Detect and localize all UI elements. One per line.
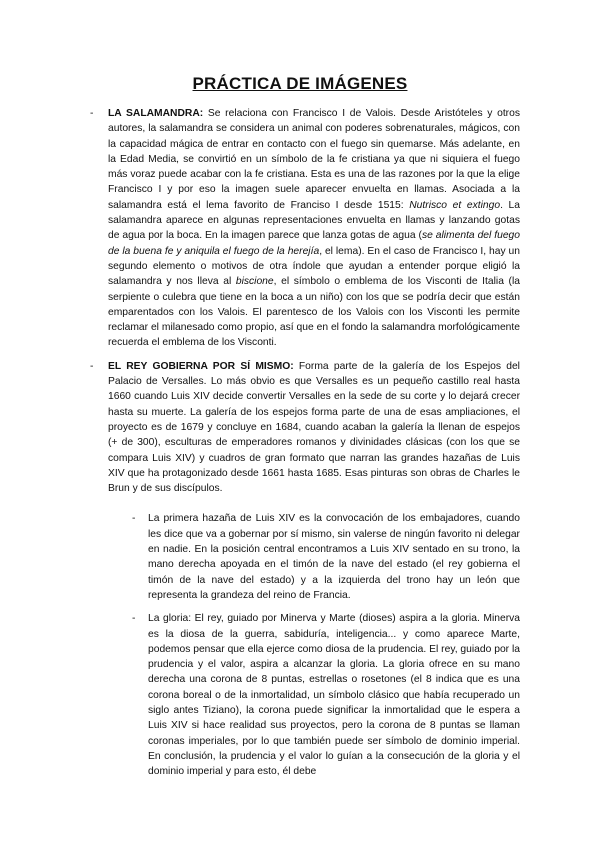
sub-list-item [132,611,520,779]
paragraph-text: Se relaciona con Francisco I de Valois. Desde Aristóteles y otros autores, la salamandra se considera un animal con poderes sobrenaturales, mágicos, con la capacidad mágica de entrar en contacto con el fuego sin quemarse. Más adelante, en la Edad Media, se convirtió en un símbolo de la fe cristiana ya que ni siquiera el fuego más voraz puede acabar con la fe cristiana. Esta es una de las razones por la que la elige Francisco I y por eso la imagen suele aparecer envuelta en llamas. Asociada a la salamandra está el lema favorito de Franciso I desde 1515: [108,108,520,211]
page-title: PRÁCTICA DE IMÁGENES [192,74,408,93]
paragraph-text: . La salamandra aparece en algunas representaciones envuelta en llamas y lanzando gotas de agua por la boca. En la imagen parece que lanza gotas de agua ( [108,199,521,242]
bullet-dash: - [90,108,94,119]
bullet-dash: - [132,613,136,625]
sub-list [132,511,520,779]
biscione-term: biscione [235,276,274,288]
motto-text: Nutrisco et extingo [409,199,501,211]
sub-item-text: La primera hazaña de Luis XIV es la convocación de los embajadores, cuando les dice que va a gobernar por sí mismo, sin valerse de ningún favorito ni delegar en nadie. En la posición central encontramos a Luis XIV sentado en su trono, la mano derecha apoyada en el timón de la nave del estado (el rey gobierna el timón de la nave del estado) y a la izquierda del trono hay un león que representa la grandeza del reino de Francia. [148,513,520,601]
section-heading: LA SALAMANDRA: [108,108,204,119]
paragraph-text: Forma parte de la galería de los Espejos del Palacio de Versalles. Lo más obvio es que Versalles es un pequeño castillo real hasta 1660 cuando Luis XIV decide convertir Versalles en la sede de su corte y lo dejará crecer hasta su muerte. La galería de los espejos forma parte de una de esas ampliaciones, el proyecto es de 1679 y concluye en 1684, cuando acaban la galería la llenan de espejos (+ de 300), esculturas de emperadores romanos y divinidades clásicas (con los que se compara Luis XIV) y cuadros de gran formato que narran las grandes hazañas de Luis XIV que ha protagonizado desde 1661 hasta 1685. Esas pinturas son obras de Charles le Brun y de sus discípulos. [108,360,520,495]
quote-text: se alimenta del fuego de la buena fe y aniquila el fuego de la herejía [108,230,520,257]
bullet-list [90,106,521,787]
paragraph-text: , el símbolo o emblema de los Visconti de Italia (la serpiente o culebra que tiene en la boca a un niño) con los que se podría decir que están emparentados con los Valois. El parentesco de los Valois con los Visconti les permite reclamar el milanesado como propio, así que en el fondo la salamandra morfológicamente recuerda el emblema de los Visconti. [108,276,520,349]
list-item-rey-gobierna [90,359,520,780]
list-item-salamandra [90,106,521,351]
section-heading: EL REY GOBIERNA POR SÍ MISMO: [108,360,294,372]
sub-list-item [132,511,520,603]
bullet-dash: - [132,513,136,525]
bullet-dash: - [90,360,94,372]
paragraph-text: , el lema). En el caso de Francisco I, hay un segundo elemento o motivos de otra índole que ayudan a entender porque eligió la salamandra y nos lleva al [108,245,520,288]
sub-item-text: La gloria: El rey, guiado por Minerva y Marte (dioses) aspira a la gloria. Minerva es la diosa de la guerra, sabiduría, inteligencia... y como aparece Marte, podemos pensar que ella ejerce como diosa de la prudencia. El rey, guiado por la prudencia y el valor, aspira a alcanzar la gloria. La gloria ofrece en su mano derecha una corona de 8 puntas, estrellas o rosetones (el 8 indica que es una corona boreal o de la inmortalidad, un símbolo clásico que había recuperado un siglo antes Tiziano), la corona puede significar la inmortalidad que le espera a Luis XIV si hace realidad sus proyectos, pero la corona de 8 puntas se llaman coronas imperiales, por lo que también puede ser símbolo de dominio imperial. En conclusión, la prudencia y el valor lo guían a la consecución de la gloria y el dominio imperial y para esto, él debe [148,613,520,778]
